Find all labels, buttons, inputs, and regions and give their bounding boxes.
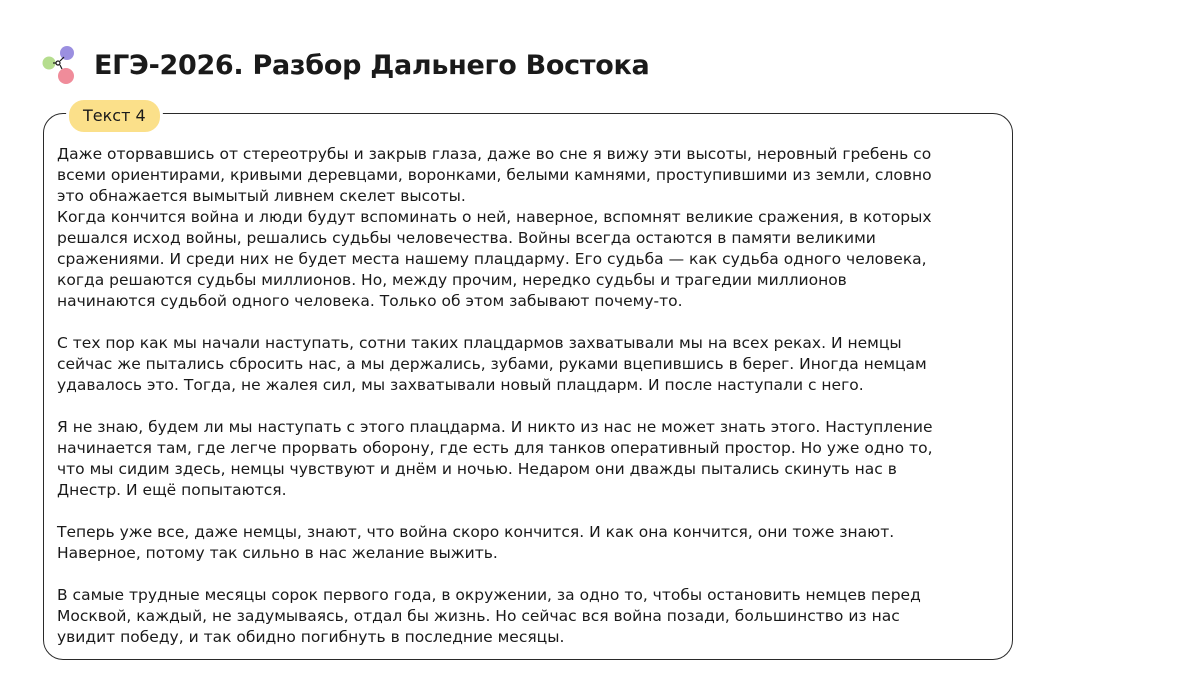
paragraph xyxy=(57,417,997,501)
text-line: сражениями. И среди них не будет места нашему плацдарму. Его судьба — как судьба одного человека, xyxy=(57,250,927,268)
text-line: начинается там, где легче прорвать оборону, где есть для танков оперативный простор. Но уже одно то, xyxy=(57,439,933,457)
text-line: В самые трудные месяцы сорок первого года, в окружении, за одно то, чтобы остановить немцев перед xyxy=(57,586,921,604)
text-line: всеми ориентирами, кривыми деревцами, воронками, белыми камнями, проступившими из земли, словно xyxy=(57,166,932,184)
paragraph xyxy=(57,522,997,564)
text-number-badge: Текст 4 xyxy=(66,97,163,135)
text-line: увидит победу, и так обидно погибнуть в последние месяцы. xyxy=(57,628,565,646)
text-line: Когда кончится война и люди будут вспоминать о ней, наверное, вспомнят великие сражения, в которых xyxy=(57,208,932,226)
text-line: Днестр. И ещё попытаются. xyxy=(57,481,287,499)
paragraph xyxy=(57,585,997,648)
text-line: когда решаются судьбы миллионов. Но, между прочим, нередко судьбы и трагедии миллионов xyxy=(57,271,847,289)
text-line: Даже оторвавшись от стереотрубы и закрыв глаза, даже во сне я вижу эти высоты, неровный гребень со xyxy=(57,145,932,163)
logo-circle-pink xyxy=(58,68,74,84)
text-line: удавалось это. Тогда, не жалея сил, мы захватывали новый плацдарм. И после наступали с него. xyxy=(57,376,864,394)
text-line: Теперь уже все, даже немцы, знают, что война скоро кончится. И как она кончится, они тоже знают. xyxy=(57,523,895,541)
text-line: решался исход войны, решались судьбы человечества. Войны всегда остаются в памяти великими xyxy=(57,229,876,247)
text-line: Москвой, каждый, не задумываясь, отдал бы жизнь. Но сейчас вся война позади, большинство из нас xyxy=(57,607,900,625)
text-line: что мы сидим здесь, немцы чувствуют и днём и ночью. Недаром они дважды пытались скинуть нас в xyxy=(57,460,897,478)
text-line: начинаются судьбой одного человека. Только об этом забывают почему-то. xyxy=(57,292,683,310)
text-body xyxy=(57,144,997,648)
text-line: это обнажается вымытый ливнем скелет высоты. xyxy=(57,187,466,205)
text-line: Я не знаю, будем ли мы наступать с этого плацдарма. И никто из нас не может знать этого. Наступление xyxy=(57,418,933,436)
paragraph xyxy=(57,144,997,312)
bubbles-logo-icon xyxy=(40,44,80,86)
text-line: Наверное, потому так сильно в нас желание выжить. xyxy=(57,544,498,562)
paragraph xyxy=(57,333,997,396)
text-line: С тех пор как мы начали наступать, сотни таких плацдармов захватывали мы на всех реках. И немцы xyxy=(57,334,902,352)
logo-circle-purple xyxy=(60,46,74,60)
page-title: ЕГЭ-2026. Разбор Дальнего Востока xyxy=(94,50,650,81)
text-line: сейчас же пытались сбросить нас, а мы держались, зубами, руками вцепившись в берег. Иногда немцам xyxy=(57,355,927,373)
